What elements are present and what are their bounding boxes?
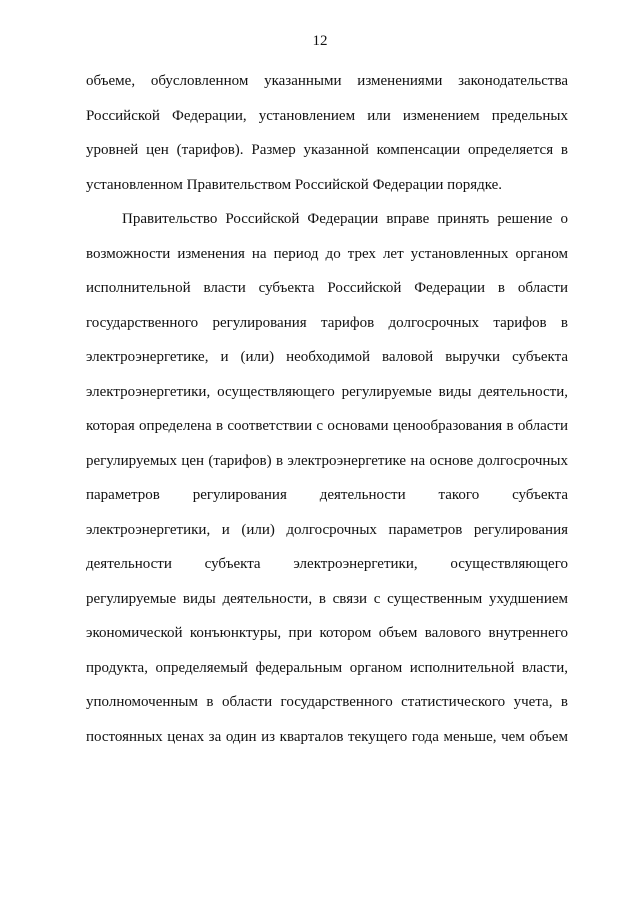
text-line: исполнительной власти субъекта Российской Федерации в области [86, 280, 568, 296]
text-line: Российской Федерации, установлением или изменением предельных [86, 107, 568, 124]
text-line: возможности изменения на период до трех лет установленных органом [86, 245, 568, 262]
text-line: Правительство Российской Федерации вправе принять решение о [122, 211, 568, 227]
text-line: параметров регулирования деятельности такого субъекта [86, 487, 568, 503]
text-line: регулируемых цен (тарифов) в электроэнергетике на основе долгосрочных [86, 452, 568, 469]
text-line: регулируемые виды деятельности, в связи с существенным ухудшением [86, 590, 568, 607]
text-line: которая определена в соответствии с основами ценообразования в области [86, 418, 568, 434]
text-line: электроэнергетики, и (или) долгосрочных параметров регулирования [86, 521, 568, 538]
text-line: электроэнергетике, и (или) необходимой валовой выручки субъекта [86, 349, 568, 365]
paragraph [86, 64, 568, 202]
text-line: установленном Правительством Российской Федерации порядке. [86, 176, 503, 193]
document-body [86, 64, 568, 754]
text-line: продукта, определяемый федеральным органом исполнительной власти, [86, 659, 568, 676]
text-line: деятельности субъекта электроэнергетики, осуществляющего [86, 556, 568, 572]
paragraph [86, 202, 568, 754]
page-number: 12 [312, 33, 328, 49]
text-line: государственного регулирования тарифов долгосрочных тарифов в [86, 314, 568, 331]
text-line: уполномоченным в области государственного статистического учета, в [86, 694, 568, 710]
text-line: постоянных ценах за один из кварталов текущего года меньше, чем объем [86, 728, 568, 745]
text-line: экономической конъюнктуры, при котором объем валового внутреннего [86, 625, 568, 641]
text-line: электроэнергетики, осуществляющего регулируемые виды деятельности, [86, 383, 568, 400]
text-line: объеме, обусловленном указанными изменениями законодательства [86, 73, 568, 89]
text-line: уровней цен (тарифов). Размер указанной компенсации определяется в [86, 142, 568, 158]
